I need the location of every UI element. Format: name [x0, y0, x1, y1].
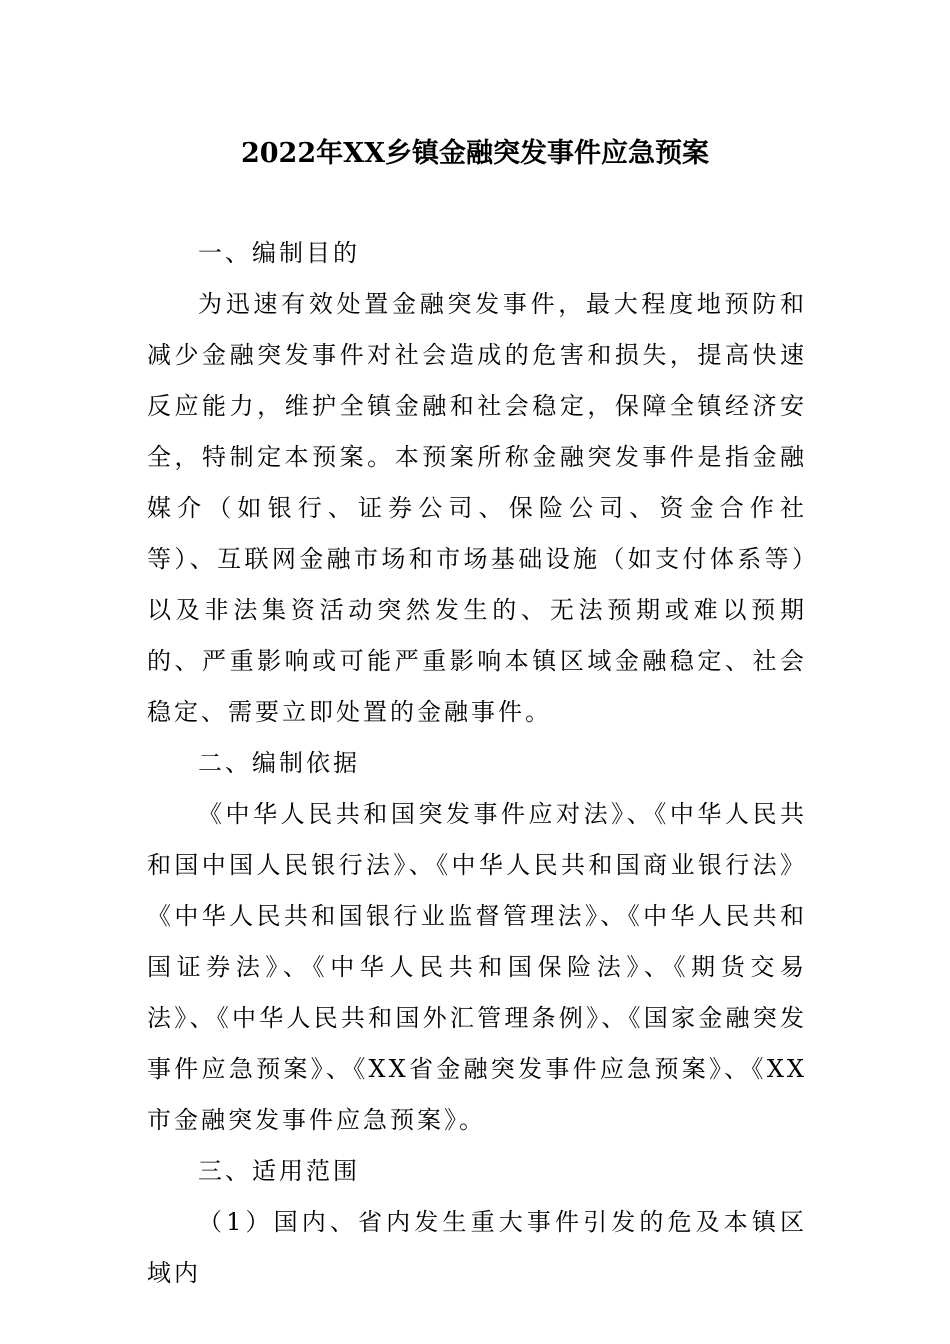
paragraph-basis: 《中华人民共和国突发事件应对法》、《中华人民共和国中国人民银行法》、《中华人民共和国商业银行法》《中华人民共和国银行业监督管理法》、《中华人民共和国证券法》、《中华人民共和国保险法》、《期货交易法》、《中华人民共和国外汇管理条例》、《国家金融突发事件应急预案》、《XX省金融突发事件应急预案》、《XX市金融突发事件应急预案》。	[147, 800, 807, 1134]
paragraph-purpose: 为迅速有效处置金融突发事件，最大程度地预防和减少金融突发事件对社会造成的危害和损失，提高快速反应能力，维护全镇金融和社会稳定，保障全镇经济安全，特制定本预案。本预案所称金融突发事件是指金融媒介（如银行、证券公司、保险公司、资金合作社等）、互联网金融市场和市场基础设施（如支付体系等）以及非法集资活动突然发生的、无法预期或难以预期的、严重影响或可能严重影响本镇区域金融稳定、社会稳定、需要立即处置的金融事件。	[147, 290, 807, 726]
section-heading-basis: 二、编制依据	[198, 749, 360, 777]
document-body	[147, 228, 807, 1299]
paragraph-scope: （1）国内、省内发生重大事件引发的危及本镇区域内	[147, 1208, 807, 1287]
section-heading-scope: 三、适用范围	[198, 1157, 360, 1185]
document-title: 2022年XX乡镇金融突发事件应急预案	[240, 138, 710, 169]
section-heading-purpose: 一、编制目的	[198, 239, 360, 267]
